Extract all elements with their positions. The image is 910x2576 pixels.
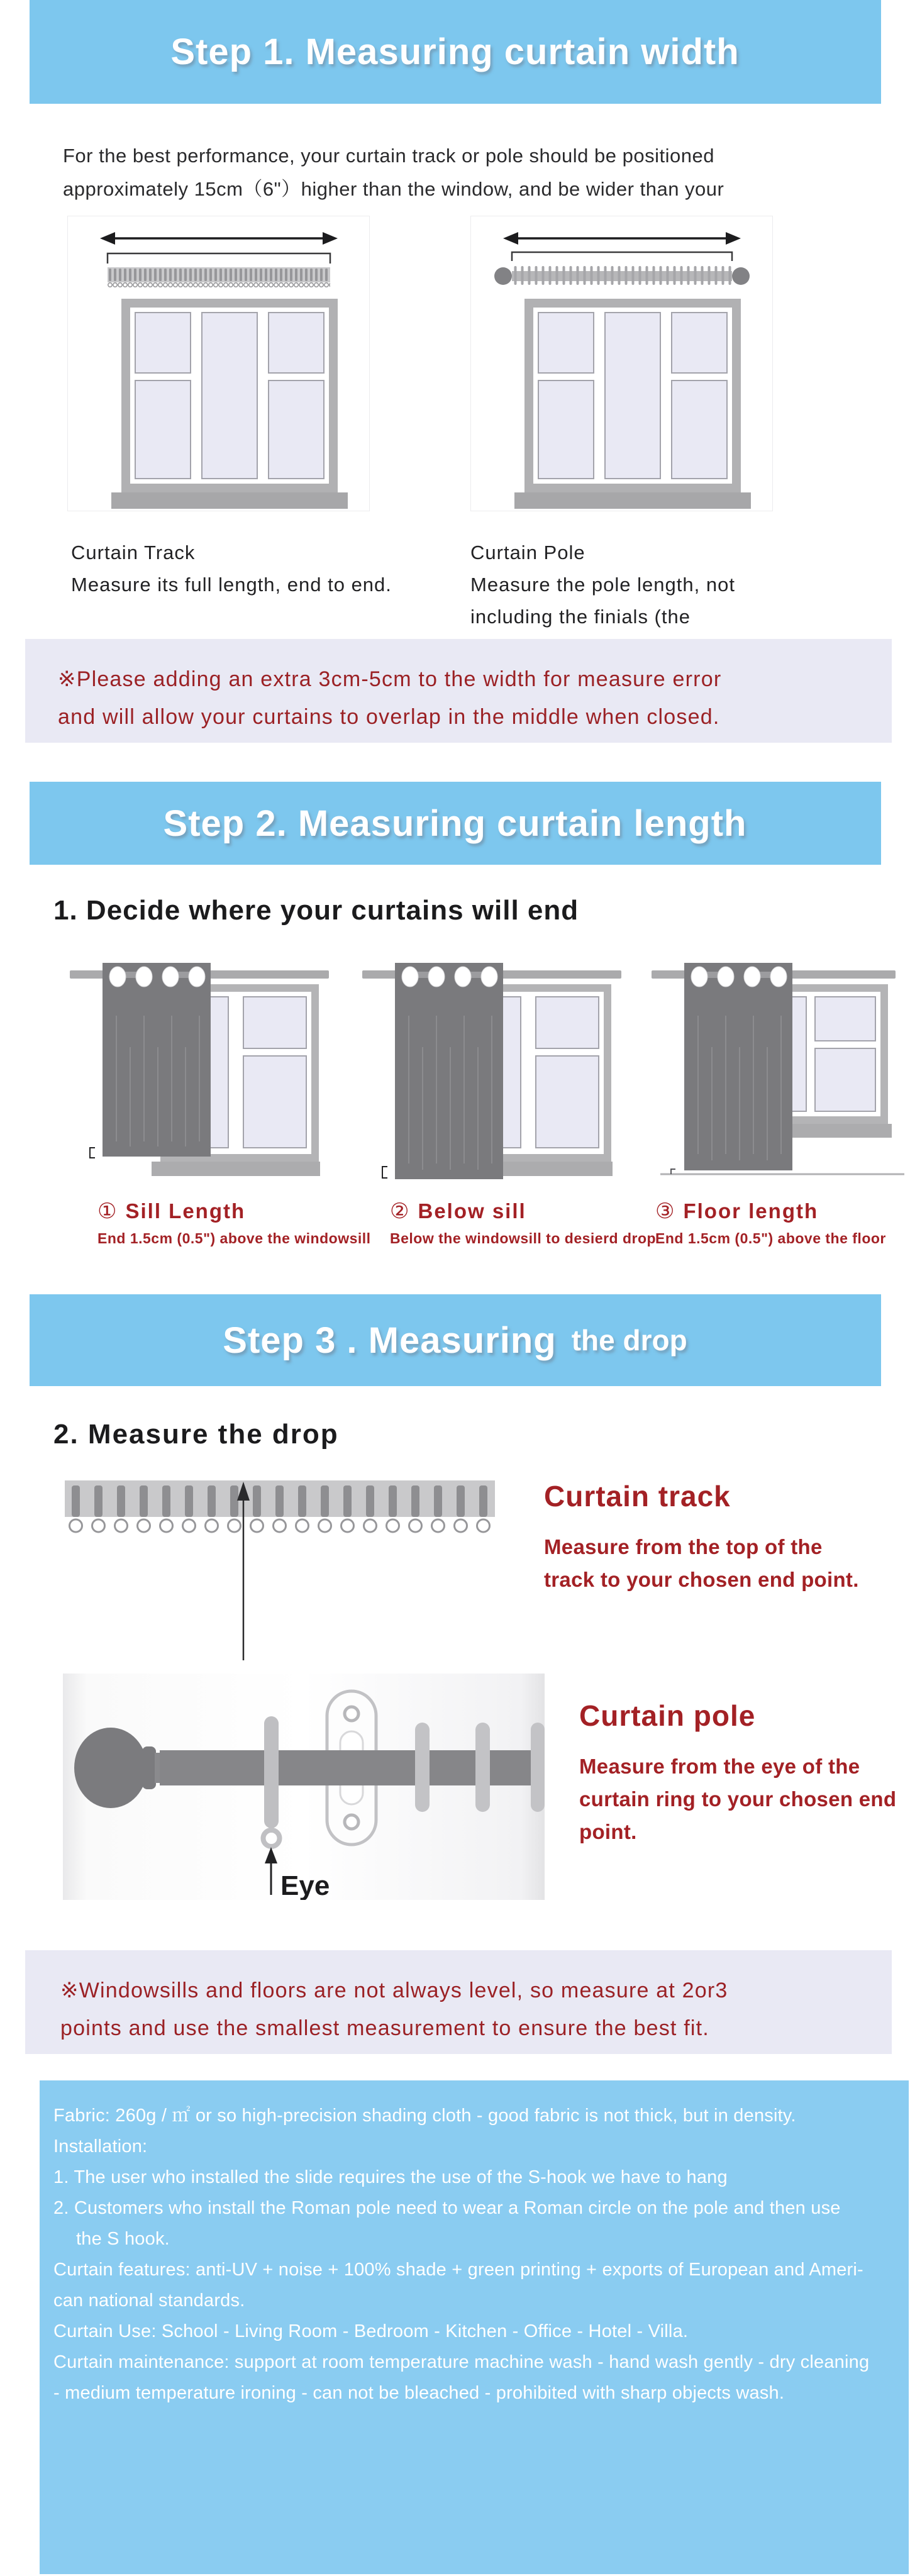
curtain-pole-measure-section [63, 1674, 910, 1900]
section-title: Curtain pole [579, 1699, 756, 1732]
detail-line: Fabric: 260g / ㎡ or so high-precision shading cloth - good fabric is not thick, but in density. [53, 2106, 796, 2126]
curtain-icon [684, 963, 792, 1170]
step3-banner-title: Step 3 . Measuring [223, 1319, 557, 1361]
curtain-length-options [0, 953, 910, 1247]
figure-caption [655, 1199, 907, 1247]
curtain-pole-instructions [579, 1699, 896, 1848]
note-line: ※Windowsills and floors are not always level, so measure at 2or3 [60, 1979, 728, 2002]
detail-line: - medium temperature ironing - can not be bleached - prohibited with sharp objects wash. [53, 2383, 785, 2403]
instruction-line: Measure from the eye of the [579, 1755, 860, 1778]
sill-length-figure [66, 953, 371, 1247]
caption-title: ② Below sill [390, 1199, 526, 1223]
curtain-track-label [71, 536, 398, 633]
step3-banner [30, 1294, 881, 1386]
figure-caption [97, 1199, 371, 1247]
step1-diagrams [0, 216, 910, 511]
detail-line: 2. Customers who install the Roman pole need to wear a Roman circle on the pole and then use [53, 2198, 841, 2218]
curtain-pole-icon [494, 266, 750, 285]
step2-banner [30, 782, 881, 865]
below-sill-figure [358, 953, 657, 1247]
step1-banner-title: Step 1. Measuring curtain width [170, 31, 740, 72]
caption-desc: End 1.5cm (0.5") above the floor [655, 1230, 886, 1246]
note-line: points and use the smallest measurement to ensure the best fit. [60, 2016, 709, 2040]
caption-desc: End 1.5cm (0.5") above the windowsill [97, 1230, 371, 1246]
curtain-track-icon [108, 267, 330, 292]
window-icon [121, 299, 338, 492]
note-line: ※Please adding an extra 3cm-5cm to the width for measure error [58, 667, 722, 691]
window-sill [152, 1162, 320, 1176]
curtain-icon [395, 963, 503, 1179]
instruction-line: point. [579, 1820, 637, 1843]
step1-intro [63, 139, 910, 206]
label-title: Curtain Track [71, 541, 196, 564]
finial-icon [732, 267, 750, 285]
floor-length-illustration [648, 953, 907, 1187]
instruction-line: curtain ring to your chosen end [579, 1787, 897, 1811]
note-line: and will allow your curtains to overlap in the middle when closed. [58, 705, 720, 729]
caption-title: ① Sill Length [97, 1199, 246, 1223]
step1-labels [0, 536, 910, 633]
detail-line: Curtain maintenance: support at room temperature machine wash - hand wash gently - dry cleaning [53, 2352, 870, 2372]
curtain-track-icon [65, 1480, 495, 1538]
product-details [40, 2080, 909, 2574]
step2-banner-title: Step 2. Measuring curtain length [163, 802, 747, 844]
label-desc: including the finials (the [470, 606, 691, 628]
circled-number-icon: ③ [655, 1199, 675, 1223]
below-sill-illustration [358, 953, 629, 1187]
instruction-line: track to your chosen end point. [544, 1568, 859, 1591]
window-sill [111, 492, 348, 509]
measure-bracket-icon [90, 1148, 95, 1158]
instruction-line: Measure from the top of the [544, 1535, 823, 1558]
eye-ring-icon [264, 1830, 280, 1846]
width-measure-note [25, 639, 892, 743]
curtain-pole-closeup-illustration [63, 1674, 545, 1900]
detail-line: Curtain features: anti-UV + noise + 100% shade + green printing + exports of European and Ameri- [53, 2260, 863, 2280]
section-title: Curtain track [544, 1480, 731, 1513]
window-icon [524, 299, 741, 492]
curtain-track-measure-section [60, 1474, 910, 1663]
circled-number-icon: ② [390, 1199, 409, 1223]
detail-line: Curtain Use: School - Living Room - Bedroom - Kitchen - Office - Hotel - Villa. [53, 2321, 689, 2341]
label-title: Curtain Pole [470, 541, 585, 564]
curtain-track-instructions [544, 1479, 859, 1596]
curtain-pole-label [470, 536, 797, 633]
step1-banner [30, 0, 881, 104]
level-measure-note [25, 1950, 892, 2054]
caption-desc: Below the windowsill to desierd drop [390, 1230, 657, 1246]
detail-line: the S hook. [76, 2229, 170, 2249]
step3-banner-subtitle: the drop [571, 1324, 687, 1357]
step3-heading: 2. Measure the drop [53, 1419, 339, 1450]
sill-length-illustration [66, 953, 336, 1187]
curtain-track-window-illustration [67, 216, 370, 511]
eye-label: Eye [280, 1870, 330, 1900]
detail-line: Installation: [53, 2136, 148, 2157]
step2-heading: 1. Decide where your curtains will end [53, 895, 579, 926]
curtain-track-window-diagram [67, 216, 370, 511]
label-desc: Measure its full length, end to end. [71, 574, 392, 596]
floor-length-figure [648, 953, 907, 1247]
curtain-track-closeup-illustration [60, 1474, 500, 1663]
detail-line: can national standards. [53, 2290, 245, 2311]
measure-bracket-icon [382, 1167, 387, 1178]
curtain-pole-window-illustration [470, 216, 773, 511]
figure-caption [390, 1199, 657, 1247]
intro-line: For the best performance, your curtain track or pole should be positioned [63, 145, 714, 167]
caption-title: ③ Floor length [655, 1199, 819, 1223]
circled-number-icon: ① [97, 1199, 117, 1223]
detail-line: 1. The user who installed the slide requires the use of the S-hook we have to hang [53, 2167, 728, 2187]
finial-icon [494, 267, 512, 285]
curtain-icon [103, 963, 211, 1157]
window-sill [514, 492, 751, 509]
intro-line: approximately 15cm（6"）higher than the window, and be wider than your [63, 178, 724, 200]
curtain-pole-window-diagram [470, 216, 773, 511]
label-desc: Measure the pole length, not [470, 574, 735, 596]
